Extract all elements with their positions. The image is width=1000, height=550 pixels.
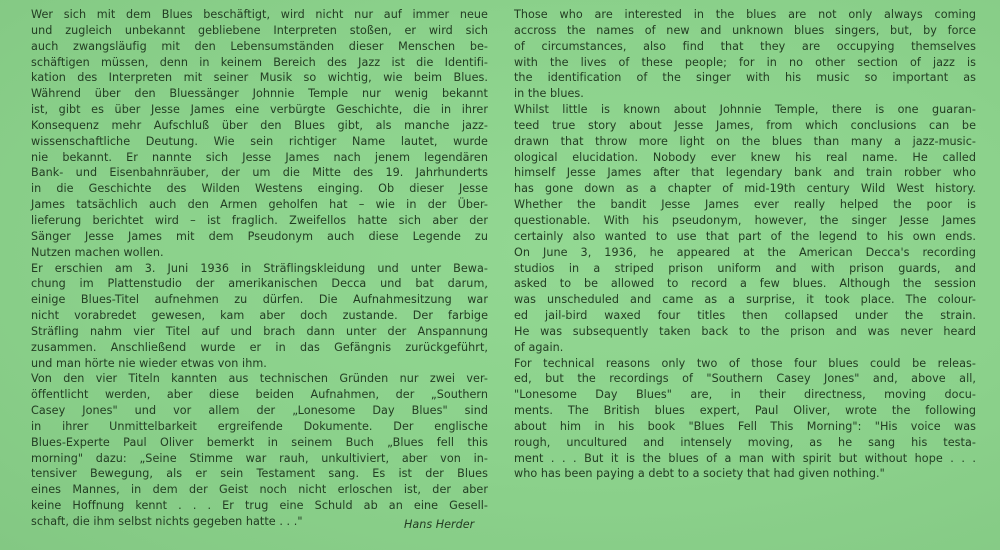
text-line: Whilst little is known about Johnnie Temple, there is one guaran- bbox=[514, 103, 976, 117]
text-line: Bank- und Eisenbahnräuber, der um die Mitte des 19. Jahrhunderts bbox=[31, 166, 488, 180]
text-line: accross the names of new and unknown blues singers, but, by force bbox=[514, 23, 976, 37]
text-line: Wer sich mit dem Blues beschäftigt, wird nicht nur auf immer neue bbox=[31, 8, 488, 21]
text-line: the identification of the singer with his music so important as bbox=[514, 71, 976, 85]
text-line: kation des Interpreten mit seiner Musik so wichtig, wie beim Blues. bbox=[31, 71, 488, 85]
text-line: of circumstances, also find that they are occupying themselves bbox=[514, 39, 976, 53]
text-line: ed jail-bird waxed four titles then collapsed under the strain. bbox=[514, 309, 976, 323]
text-line: ist, gibt es über Jesse James eine verbürgte Geschichte, die in ihrer bbox=[31, 103, 488, 117]
text-line: auch zwangsläufig mit den Lebensumständen dieser Menschen be- bbox=[31, 39, 488, 53]
text-line: chung im Plattenstudio der amerikanischen Decca und bat darum, bbox=[31, 277, 488, 291]
text-line: about him in his book "Blues Fell This Morning": "His voice was bbox=[514, 419, 976, 433]
text-line: asked to be allowed to record a few blues. Although the session bbox=[514, 277, 976, 291]
text-line: lieferung berichtet wird – ist fraglich. Zweifellos hatte sich aber der bbox=[31, 213, 488, 227]
text-line: ment . . . But it is the blues of a man with spirit but without hope . . . bbox=[514, 451, 976, 465]
text-line: Whether the bandit Jesse James ever really helped the poor is bbox=[514, 198, 976, 212]
text-line: schaft, die ihm selbst nichts gegeben hatte . . ." bbox=[31, 515, 303, 528]
text-line: tensiver Bewegung, als er sein Testament sang. Es ist der Blues bbox=[31, 467, 488, 481]
text-line: öffentlicht werden, aber diese beiden Aufnahmen, der „Southern bbox=[31, 388, 488, 402]
text-line: For technical reasons only two of those four blues could be releas- bbox=[514, 356, 976, 370]
text-line: drawn that throw more light on the blues than many a jazz-music- bbox=[514, 134, 976, 148]
german-text-column bbox=[31, 7, 488, 530]
text-line: Von den vier Titeln kannten aus technischen Gründen nur zwei ver- bbox=[31, 372, 488, 386]
text-line: Konsequenz mehr Aufschluß über den Blues gibt, als manche jazz- bbox=[31, 118, 488, 132]
text-line: Er erschien am 3. Juni 1936 in Sträflingskleidung und unter Bewa- bbox=[31, 261, 488, 275]
text-line: eines Mannes, in dem der Geist noch nicht erloschen ist, der aber bbox=[31, 483, 488, 497]
text-line: questionable. With his pseudonym, however, the singer Jesse James bbox=[514, 213, 976, 227]
text-line: in the blues. bbox=[514, 87, 584, 101]
text-line: with the lives of these people; for in no other section of jazz is bbox=[514, 55, 976, 69]
text-line: wissenschaftliche Deutung. Wie sein richtiger Name lautet, wurde bbox=[31, 134, 488, 148]
text-line: himself Jesse James after that legendary bank and train robber who bbox=[514, 166, 976, 180]
text-line: Nutzen machen wollen. bbox=[31, 245, 164, 259]
text-line: keine Hoffnung kennt . . . Er trug eine Schuld ab an eine Gesell- bbox=[31, 499, 488, 513]
text-line: "Lonesome Day Blues" are, in their directness, moving docu- bbox=[514, 388, 976, 402]
text-line: ological elucidation. Nobody ever knew his real name. He called bbox=[514, 150, 976, 164]
text-line: nie bekannt. Er nannte sich Jesse James nach jenem legendären bbox=[31, 150, 488, 164]
text-line: was unscheduled and came as a surprise, it took place. The colour- bbox=[514, 293, 976, 307]
text-line: who has been paying a debt to a society that had given nothing." bbox=[514, 467, 885, 481]
text-line: nicht vorabredet gewesen, kam aber doch zustande. Der farbige bbox=[31, 309, 488, 323]
text-line: has gone down as a chapter of mid-19th century Wild West history. bbox=[514, 182, 976, 196]
text-line: ed, but the recordings of "Southern Casey Jones" and, above all, bbox=[514, 372, 976, 386]
text-line: Während über den Bluessänger Johnnie Temple nur wenig bekannt bbox=[31, 87, 488, 101]
english-text-column bbox=[514, 7, 976, 482]
text-line: James tatsächlich auch den Armen geholfen hat – wie in der Über- bbox=[31, 198, 488, 212]
text-line: und man hörte nie wieder etwas von ihm. bbox=[31, 356, 267, 370]
text-line: Sträfling nahm vier Titel auf und brach dann unter der Anspannung bbox=[31, 324, 488, 338]
text-line: schäftigen müssen, denn in keinem Bereich des Jazz ist die Identifi- bbox=[31, 55, 488, 69]
text-line: studios in a striped prison uniform and with prison guards, and bbox=[514, 261, 976, 275]
text-line: certainly also wanted to use that part of the legend to his own ends. bbox=[514, 229, 976, 243]
text-line: ments. The British blues expert, Paul Oliver, wrote the following bbox=[514, 404, 976, 418]
text-line: Blues-Experte Paul Oliver bemerkt in seinem Buch „Blues fell this bbox=[31, 435, 488, 449]
text-line: Sänger Jesse James mit dem Pseudonym auch diese Legende zu bbox=[31, 229, 488, 243]
text-line: Casey Jones" und vor allem der „Lonesome Day Blues" sind bbox=[31, 404, 488, 418]
text-line: teed true story about Jesse James, from which conclusions can be bbox=[514, 118, 976, 132]
text-line: rough, uncultured and intensely moving, as he sang his testa- bbox=[514, 435, 976, 449]
text-line: in die Geschichte des Wilden Westens einging. Ob dieser Jesse bbox=[31, 182, 488, 196]
text-line: On June 3, 1936, he appeared at the American Decca's recording bbox=[514, 245, 976, 259]
text-line: einige Blues-Titel aufnehmen zu dürfen. Die Aufnahmesitzung war bbox=[31, 293, 488, 307]
text-line: of again. bbox=[514, 340, 564, 354]
text-line: und zugleich unbekannt gebliebene Interpreten stoßen, er wird sich bbox=[31, 23, 488, 37]
author-signature: Hans Herder bbox=[404, 518, 475, 531]
text-line: He was subsequently taken back to the prison and was never heard bbox=[514, 324, 976, 338]
text-line: in ihrer Unmittelbarkeit ergreifende Dokumente. Der englische bbox=[31, 419, 488, 433]
text-line: morning" dazu: „Seine Stimme war rauh, unkultiviert, aber von in- bbox=[31, 451, 488, 465]
text-line: Those who are interested in the blues are not only always coming bbox=[514, 8, 976, 21]
text-line: zusammen. Anschließend wurde er in das Gefängnis zurückgeführt, bbox=[31, 340, 488, 354]
